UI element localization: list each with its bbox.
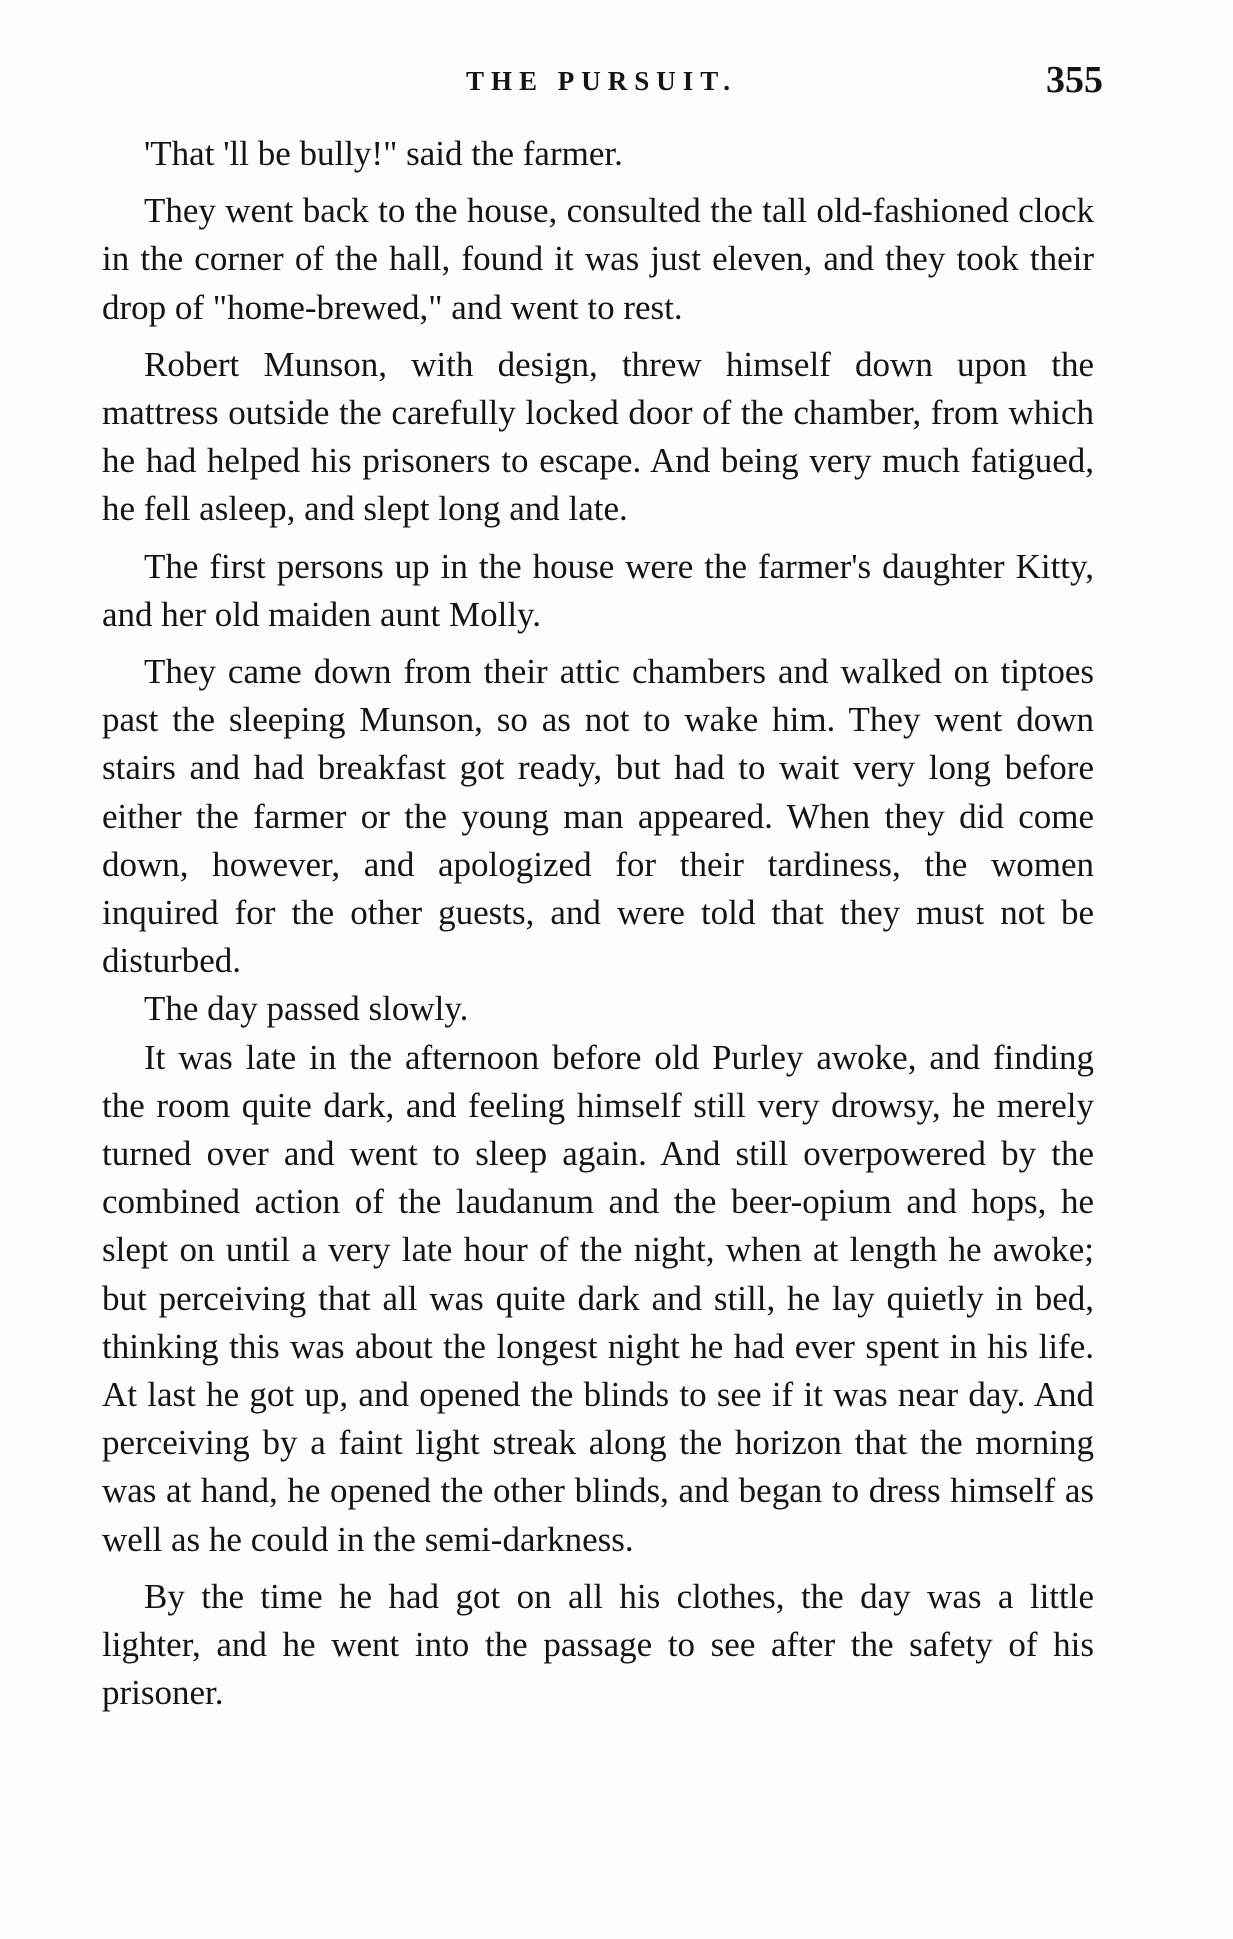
paragraph-day-passed: The day passed slowly. — [144, 989, 469, 1029]
paragraph-breakfast: They came down from their attic chambers and walked on tiptoes past the sleeping Munson, so as not to wake him. They went down stairs and had breakfast got ready, but had to wait very long before either the farmer or the young man appeared. When they did come down, however, and apologized for their tardiness, the women inquired for the other guests, and were told that they must not be disturbed. — [102, 652, 1094, 981]
running-title: THE PURSUIT. — [465, 66, 738, 96]
paragraph-purley: It was late in the afternoon before old Purley awoke, and finding the room quite dark, and feeling himself still very drowsy, he merely turned over and went to sleep again. And still overpowered by the combined action of the laudanum and the beer-opium and hops, he slept on until a very late hour of the night, when at length he awoke; but perceiving that all was quite dark and still, he lay quietly in bed, thinking this was about the longest night he had ever spent in his life. At last he got up, and opened the blinds to see if it was near day. And perceiving by a faint light streak along the horizon that the morning was at hand, he opened the other blinds, and began to dress himself as well as he could in the semi-darkness. — [102, 1037, 1094, 1559]
paragraph-munson: Robert Munson, with design, threw himself down upon the mattress outside the carefully locked door of the chamber, from which he had helped his prisoners to escape. And being very much fatigued, he fell asleep, and slept long and late. — [102, 344, 1094, 529]
paragraph-dialogue: 'That 'll be bully!" said the farmer. — [144, 134, 623, 173]
paragraph-first-persons: The first persons up in the house were the farmer's daughter Kitty, and her old maiden aunt Molly. — [102, 546, 1094, 634]
body-text — [102, 130, 1094, 1718]
running-head — [100, 58, 1103, 108]
paragraph-clock: They went back to the house, consulted the tall old-fashioned clock in the corner of the hall, found it was just eleven, and they took their drop of "home-brewed," and went to rest. — [102, 191, 1094, 327]
page-number: 355 — [1046, 59, 1103, 101]
paragraph-clothes: By the time he had got on all his clothes, the day was a little lighter, and he went into the passage to see after the safety of his prisoner. — [102, 1576, 1094, 1713]
